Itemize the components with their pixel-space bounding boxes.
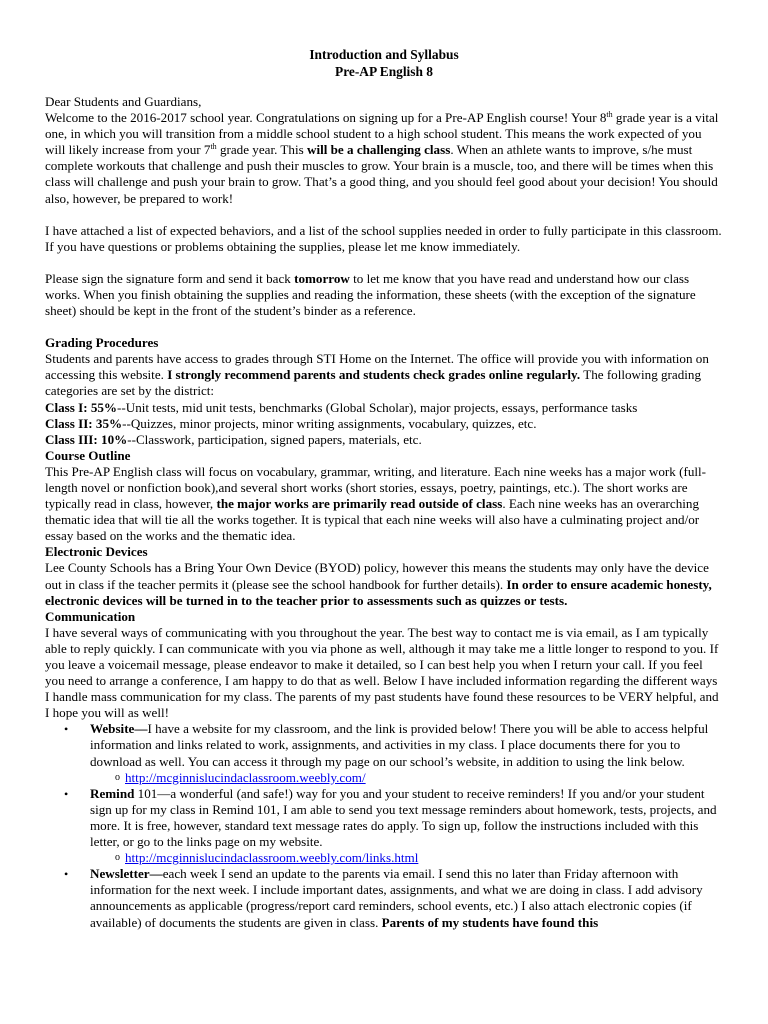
outline-heading: Course Outline: [45, 447, 131, 463]
document-page: [45, 46, 723, 931]
communication-heading: Communication: [45, 608, 136, 624]
bullet-icon: •: [64, 786, 69, 801]
grading-class-1: Class I: 55%--Unit tests, mid unit tests, benchmarks (Global Scholar), major projects, essays, performance tasks: [45, 399, 638, 415]
greeting: Dear Students and Guardians,: [45, 94, 202, 109]
bullet-icon: •: [64, 722, 69, 737]
intro-paragraph-2: I have attached a list of expected behaviors, and a list of the school supplies needed in order to fully participate in this classroom. If you have questions or problems obtaining the supplies, please let me know immediately.: [45, 222, 722, 254]
list-item-newsletter: • Newsletter—each week I send an update to the parents via email. I send this no later than Friday afternoon with information for the next week. I include important dates, assignments, and what we are doing in class. I add advisory announcements as applicable (progress/report card reminders, school events, etc.) I also attach electronic copies (if available) of documents the students are given in class. Parents of my students have found this: [64, 866, 703, 930]
bullet-icon: •: [64, 867, 69, 882]
sub-list-item: [90, 770, 723, 786]
circle-bullet-icon: o: [115, 771, 120, 783]
list-item-remind: • Remind 101—a wonderful (and safe!) way for you and your student to receive reminders! If you and/or your student sign up for my class in Remind 101, I am able to send you text message reminders about homework, tests, projects, and more. It is free, however, standard text message rates do apply. To sign up, follow the instructions included with this letter, or go to the links page on my website. o http://mcginnislucindaclassroom.weebly.com/links.html: [45, 786, 723, 866]
grading-heading: Grading Procedures: [45, 335, 159, 351]
title-line-1: Introduction and Syllabus: [309, 47, 459, 62]
communication-list: [45, 721, 723, 930]
title-line-2: Pre-AP English 8: [335, 64, 433, 79]
devices-paragraph: Lee County Schools has a Bring Your Own Device (BYOD) policy, however this means the students may only have the device out in class if the teacher permits it (please see the school handbook for further details). In order to ensure academic honesty, electronic devices will be turned in to the teacher prior to assessments such as quizzes or tests.: [45, 560, 712, 608]
list-item-website: • Website—I have a website for my classroom, and the link is provided below! There you will be able to access helpful information and links related to work, assignments, and activities in my class. I place documents there for you to download as well. You can access it through my page on our school’s website, in addition to using the link below. o http://mcginnislucindaclassroom.weebly.com/: [45, 721, 723, 785]
grading-paragraph: Students and parents have access to grades through STI Home on the Internet. The office will provide you with information on accessing this website. I strongly recommend parents and students check grades online regularly. The following grading categories are set by the district:: [45, 351, 709, 399]
communication-paragraph: I have several ways of communicating with you throughout the year. The best way to contact me is via email, as I am typically able to reply quickly. I can communicate with you via phone as well, although it may take me a little longer to respond to you. If you leave a voicemail message, please endeavor to make it detailed, so I can best help you when I return your call. If you feel you need to arrange a conference, I am happy to do that as well. Below I have included information regarding the different ways I handle mass communication for my class. The parents of my past students have found these resources to be VERY helpful, and I hope you will as well!: [45, 624, 719, 721]
website-link[interactable]: http://mcginnislucindaclassroom.weebly.com/: [125, 769, 366, 785]
intro-paragraph-3: Please sign the signature form and send it back tomorrow to let me know that you have read and understand how our class works. When you finish obtaining the supplies and reading the information, these sheets (with the exception of the signature sheet) should be kept in the front of the student’s binder as a reference.: [45, 270, 696, 319]
outline-paragraph: This Pre-AP English class will focus on vocabulary, grammar, writing, and literature. Each nine weeks has a major work (full-length novel or nonfiction book),and several short works (short stories, essays, poetry, paintings, etc.). The short works are typically read in class, however, the major works are primarily read outside of class. Each nine weeks has an overarching thematic idea that will tie all the works together. It is typical that each nine weeks will also have a culminating project and/or essay based on the works and the thematic idea.: [45, 463, 707, 544]
sub-list-item: [90, 850, 723, 866]
document-title: [45, 46, 723, 80]
intro-paragraph-1: Welcome to the 2016-2017 school year. Congratulations on signing up for a Pre-AP English course! Your 8th grade year is a vital one, in which you will transition from a middle school student to a high school student. This means the work expected of you will likely increase from your 7th grade year. This will be a challenging class. When an athlete wants to improve, s/he must complete workouts that challenge and push their muscles to grow. Your brain is a muscle, too, and there will be times when this class will challenge and push your brain to grow. That’s a good thing, and you should feel good about your decision! You should also, however, be prepared to work!: [45, 110, 719, 206]
devices-heading: Electronic Devices: [45, 544, 148, 560]
circle-bullet-icon: o: [115, 852, 120, 864]
grading-class-2: Class II: 35%--Quizzes, minor projects, minor writing assignments, vocabulary, quizzes, etc.: [45, 415, 537, 431]
links-page-link[interactable]: http://mcginnislucindaclassroom.weebly.com/links.html: [125, 850, 419, 866]
grading-class-3: Class III: 10%--Classwork, participation, signed papers, materials, etc.: [45, 431, 422, 447]
